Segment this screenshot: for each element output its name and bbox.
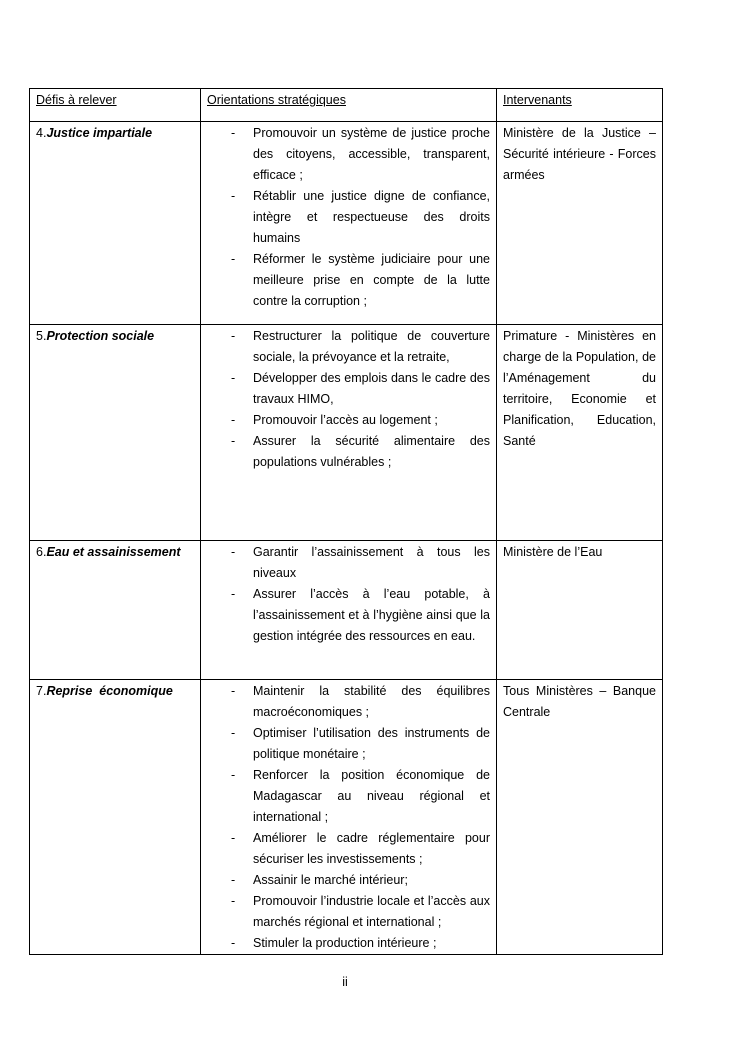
page-number: ii (342, 975, 348, 989)
header-challenges: Défis à relever (30, 89, 201, 122)
orientations-cell (201, 541, 497, 680)
orientations-cell (201, 122, 497, 325)
list-item: - Promouvoir un système de justice proche des citoyens, accessible, transparent, efficace ; (253, 123, 490, 186)
challenge-number: 7. (36, 684, 47, 698)
list-item: - Maintenir la stabilité des équilibres macroéconomiques ; (253, 681, 490, 723)
list-item: - Assurer la sécurité alimentaire des populations vulnérables ; (253, 431, 490, 473)
actors-cell: Ministère de l’Eau (497, 541, 663, 680)
list-item: - Assurer l’accès à l’eau potable, à l’assainissement et à l’hygiène ainsi que la gestion intégrée des ressources en eau. (253, 584, 490, 647)
orientations-list (207, 123, 490, 312)
header-actors: Intervenants (497, 89, 663, 122)
list-item: - Stimuler la production intérieure ; (253, 933, 490, 954)
challenge-number: 4. (36, 126, 47, 140)
challenge-cell (30, 122, 201, 325)
list-item: - Améliorer le cadre réglementaire pour sécuriser les investissements ; (253, 828, 490, 870)
list-item: - Rétablir une justice digne de confiance, intègre et respectueuse des droits humains (253, 186, 490, 249)
table-row (30, 122, 663, 325)
challenge-title: Eau et assainissement (46, 545, 181, 559)
challenge-number: 6. (36, 545, 47, 559)
orientations-list (207, 542, 490, 647)
challenge-cell (30, 680, 201, 955)
list-item: - Garantir l’assainissement à tous les niveaux (253, 542, 490, 584)
orientations-cell (201, 680, 497, 955)
table-header-row (30, 89, 663, 122)
actors-cell: Primature - Ministères en charge de la Population, de l’Aménagement du territoire, Economie et Planification, Education, Santé (497, 325, 663, 541)
table-row (30, 325, 663, 541)
list-item: - Promouvoir l’industrie locale et l’accès aux marchés régional et international ; (253, 891, 490, 933)
strategy-table (29, 88, 663, 955)
actors-cell: Ministère de la Justice – Sécurité intérieure - Forces armées (497, 122, 663, 325)
table-row (30, 541, 663, 680)
list-item: - Promouvoir l’accès au logement ; (253, 410, 490, 431)
challenge-title: Justice impartiale (46, 126, 153, 140)
challenge-number: 5. (36, 329, 47, 343)
challenge-title: Protection sociale (46, 329, 155, 343)
challenge-cell (30, 325, 201, 541)
orientations-list (207, 326, 490, 473)
challenge-cell (30, 541, 201, 680)
actors-cell: Tous Ministères – Banque Centrale (497, 680, 663, 955)
list-item: - Développer des emplois dans le cadre des travaux HIMO, (253, 368, 490, 410)
table-row (30, 680, 663, 955)
list-item: - Réformer le système judiciaire pour une meilleure prise en compte de la lutte contre la corruption ; (253, 249, 490, 312)
list-item: - Restructurer la politique de couverture sociale, la prévoyance et la retraite, (253, 326, 490, 368)
header-orientations: Orientations stratégiques (201, 89, 497, 122)
challenge-title: Reprise économique (46, 684, 173, 698)
list-item: - Assainir le marché intérieur; (253, 870, 490, 891)
orientations-cell (201, 325, 497, 541)
list-item: - Renforcer la position économique de Madagascar au niveau régional et international ; (253, 765, 490, 828)
list-item: - Optimiser l’utilisation des instruments de politique monétaire ; (253, 723, 490, 765)
orientations-list (207, 681, 490, 954)
